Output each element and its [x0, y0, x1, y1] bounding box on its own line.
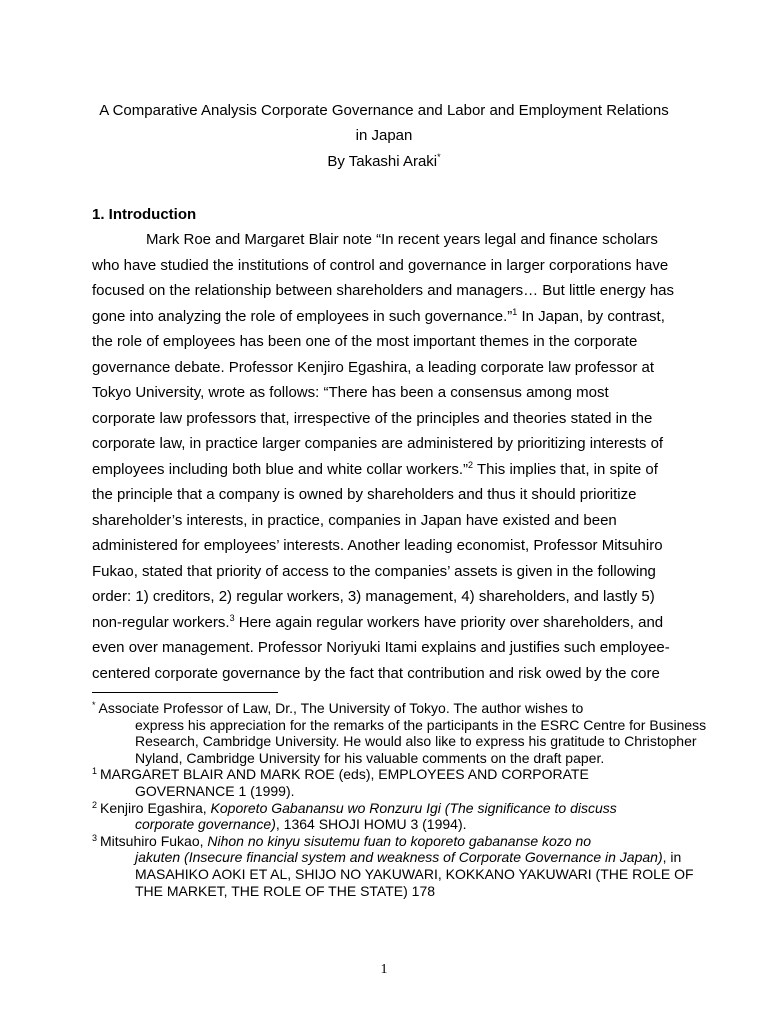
title-line-1: A Comparative Analysis Corporate Governance and Labor and Employment Relations — [99, 102, 669, 119]
body-line: employees including both blue and white collar workers.”$^2$ This implies that, in spite of — [92, 459, 658, 478]
footnote-2: $^2$ Kenjiro Egashira, Koporeto Gabanansu wo Ronzuru Igi (The significance to discuss corporate governance), 1364 SHOJI HOMU 3 (1994). — [92, 799, 617, 833]
footnote-mark: 1 — [92, 766, 98, 777]
body-paragraph — [92, 227, 692, 686]
footnote-ref: 1 — [512, 306, 518, 317]
body-line: focused on the relationship between shareholders and managers… But little energy has — [92, 282, 675, 299]
body-line: governance debate. Professor Kenjiro Egashira, a leading corporate law professor at — [92, 358, 654, 376]
body-line: corporate law, in practice larger companies are administered by prioritizing interests of — [92, 435, 664, 452]
footnote-mark: 3 — [92, 832, 98, 843]
footnote-mark: * — [92, 700, 96, 710]
body-line: shareholder’s interests, in practice, companies in Japan have existed and been — [92, 511, 617, 529]
footnote-ref: 3 — [229, 612, 235, 623]
body-line: administered for employees’ interests. Another leading economist, Professor Mitsuhiro — [92, 537, 663, 554]
footnote-3: $^3$ Mitsuhiro Fukao, Nihon no kinyu sisutemu fuan to koporeto gabananse kozo no jakuten (Insecure financial system and weakness of Corporate Governance in Japan), in MASAHIKO AOKI ET AL, SHIJO NO YAKUWARI, KOKKANO YAKUWARI (THE ROLE OF THE MARKET, THE ROLE OF THE STATE) 178 — [92, 832, 694, 899]
body-line: order: 1) creditors, 2) regular workers, 3) management, 4) shareholders, and lastly 5) — [92, 588, 655, 605]
body-line: even over management. Professor Noriyuki Itami explains and justifies such employee- — [92, 639, 670, 656]
body-line: Mark Roe and Margaret Blair note “In recent years legal and finance scholars — [146, 231, 658, 248]
footnote-author: * Associate Professor of Law, Dr., The University of Tokyo. The author wishes to express his appreciation for the remarks of the participants in the ESRC Centre for Business Research, Cambridge University. He would also like to express his gratitude to Christopher Nyland, Cambridge University for his valuable comments on the draft paper. — [92, 700, 707, 766]
footnote-mark: 2 — [92, 799, 98, 810]
body-line: who have studied the institutions of control and governance in larger corporations have — [92, 256, 669, 274]
body-line: the role of employees has been one of the most important themes in the corporate — [92, 333, 638, 350]
footnote-ref: 2 — [468, 459, 474, 470]
author-footnote-mark: * — [437, 152, 441, 162]
footnote-1: $^1$ MARGARET BLAIR AND MARK ROE (eds), EMPLOYEES AND CORPORATE GOVERNANCE 1 (1999). — [92, 766, 589, 799]
footnotes — [92, 700, 712, 899]
body-line: corporate law professors that, irrespective of the principles and theories stated in the — [92, 409, 653, 427]
page-number: 1 — [380, 962, 388, 977]
title-line-2: in Japan — [355, 127, 413, 144]
body-line: Tokyo University, wrote as follows: “There has been a consensus among most — [92, 384, 609, 401]
author-name: By Takashi Araki — [327, 153, 438, 170]
body-line: the principle that a company is owned by shareholders and thus it should prioritize — [92, 486, 637, 503]
author-line — [0, 149, 768, 174]
body-line: gone into analyzing the role of employees in such governance.”$^1$ In Japan, by contrast, — [92, 306, 665, 325]
body-line: non-regular workers.$^3$ Here again regular workers have priority over shareholders, and — [92, 612, 664, 631]
footnote-separator — [92, 692, 278, 693]
section-heading: 1. Introduction — [92, 206, 197, 223]
body-line: Fukao, stated that priority of access to the companies’ assets is given in the following — [92, 562, 656, 580]
body-line: centered corporate governance by the fact that contribution and risk owed by the core — [92, 664, 660, 682]
